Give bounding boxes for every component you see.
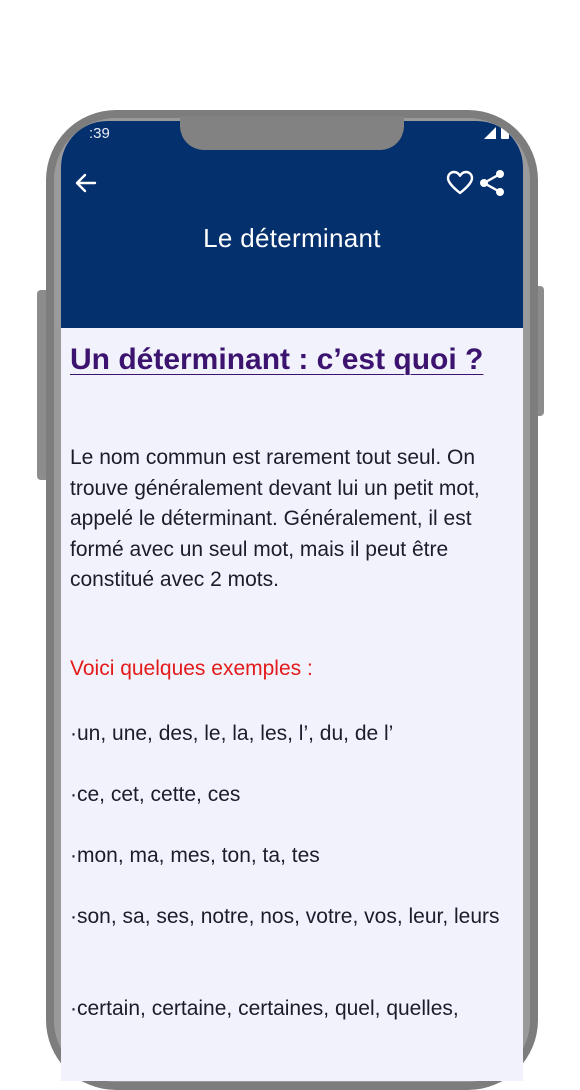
heart-outline-icon bbox=[446, 170, 474, 196]
signal-icon bbox=[484, 127, 496, 139]
share-icon bbox=[478, 169, 506, 197]
share-button[interactable] bbox=[477, 168, 507, 198]
status-icons bbox=[484, 127, 509, 139]
example-item: ·ce, cet, cette, ces bbox=[70, 783, 241, 806]
example-item: ·son, sa, ses, notre, nos, votre, vos, leur, leurs bbox=[70, 905, 500, 928]
battery-icon bbox=[501, 127, 509, 139]
example-item: ·certain, certaine, certaines, quel, quelles, bbox=[70, 997, 459, 1020]
lesson-content bbox=[70, 337, 510, 1020]
app-header bbox=[61, 121, 523, 328]
arrow-left-icon bbox=[75, 172, 97, 194]
phone-notch bbox=[180, 116, 404, 150]
status-time: :39 bbox=[89, 125, 110, 142]
examples-title: Voici quelques exemples : bbox=[70, 657, 313, 680]
example-item: ·mon, ma, mes, ton, ta, tes bbox=[70, 844, 320, 867]
page-title: Le déterminant bbox=[203, 223, 381, 253]
back-button[interactable] bbox=[71, 169, 101, 197]
lesson-paragraph: Le nom commun est rarement tout seul. On trouve généralement devant lui un petit mot, appelé le déterminant. Généralement, il est formé avec un seul mot, mais il peut être constitué avec 2 mots. bbox=[70, 446, 480, 591]
example-item: ·un, une, des, le, la, les, l’, du, de l’ bbox=[70, 722, 394, 745]
lesson-heading: Un déterminant : c’est quoi ? bbox=[70, 343, 484, 376]
favorite-button[interactable] bbox=[445, 168, 475, 198]
phone-screen bbox=[61, 121, 523, 1081]
